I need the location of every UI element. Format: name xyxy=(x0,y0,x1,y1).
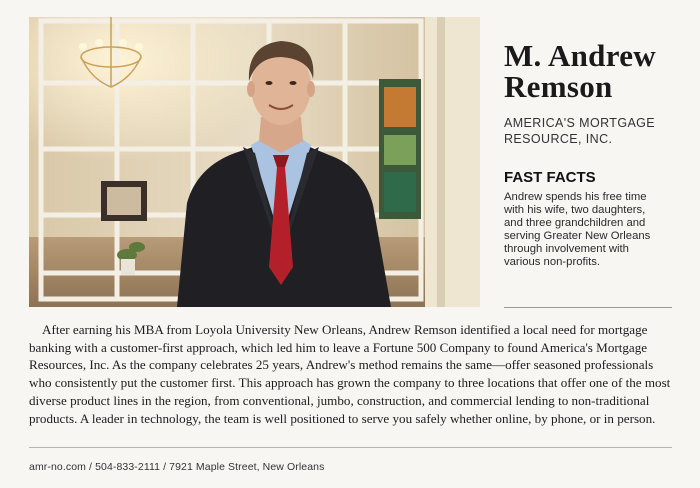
profile-name: M. Andrew Remson xyxy=(504,38,656,104)
article-body: After earning his MBA from Loyola University New Orleans, Andrew Remson identified a local need for mortgage banking with a customer-first approach, which led him to leave a Fortune 500 Company to found America's Mortgage Resources, Inc. As the company celebrates 25 years, Andrew's method remains the same—offer seasoned professionals who consistently put the customer first. This approach has grown the company to three locations that offer one of the most diverse product lines in the region, from conventional, jumbo, construction, and commercial lending to non-traditional products. A leader in technology, the team is well positioned to serve you safely whether online, by phone, or in person. xyxy=(29,322,671,426)
company-name: AMERICA'S MORTGAGE RESOURCE, INC. xyxy=(504,116,656,146)
footer-divider xyxy=(29,447,672,448)
footer-contact: amr-no.com / 504-833-2111 / 7921 Maple Street, New Orleans xyxy=(29,461,325,473)
portrait-photo xyxy=(29,17,480,307)
fast-facts-text: Andrew spends his free time with his wife, two daughters, and three grandchildren and serving Greater New Orleans through involvement with various non-profits. xyxy=(504,191,651,268)
profile-sidebar xyxy=(504,40,676,269)
fast-facts-title: FAST FACTS xyxy=(504,169,596,186)
sidebar-divider xyxy=(504,307,672,308)
